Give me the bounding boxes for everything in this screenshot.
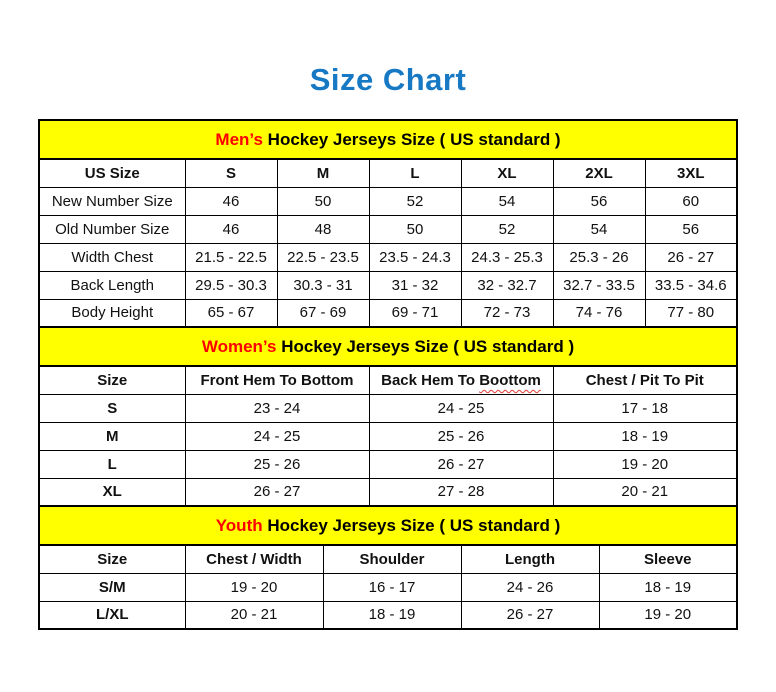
men-column-header: 2XL	[553, 159, 645, 187]
womens-size-table	[38, 365, 738, 507]
size-value: 50	[369, 215, 461, 243]
size-value: 26 - 27	[461, 601, 599, 629]
row-label: S/M	[39, 573, 185, 601]
size-value: 33.5 - 34.6	[645, 271, 737, 299]
size-value: 19 - 20	[553, 450, 737, 478]
size-value: 17 - 18	[553, 394, 737, 422]
size-value: 26 - 27	[645, 243, 737, 271]
mens-size-table	[38, 158, 738, 328]
size-value: 22.5 - 23.5	[277, 243, 369, 271]
row-label: Width Chest	[39, 243, 185, 271]
table-row	[39, 478, 737, 506]
size-value: 24 - 25	[369, 394, 553, 422]
table-row	[39, 573, 737, 601]
size-value: 46	[185, 215, 277, 243]
men-column-header: M	[277, 159, 369, 187]
size-value: 74 - 76	[553, 299, 645, 327]
size-value: 18 - 19	[599, 573, 737, 601]
youth-column-header: Sleeve	[599, 545, 737, 573]
size-value: 19 - 20	[599, 601, 737, 629]
women-column-header: Size	[39, 366, 185, 394]
size-value: 27 - 28	[369, 478, 553, 506]
table-row	[39, 187, 737, 215]
women-column-header: Chest / Pit To Pit	[553, 366, 737, 394]
youth-column-header: Length	[461, 545, 599, 573]
size-value: 52	[369, 187, 461, 215]
men-column-header: US Size	[39, 159, 185, 187]
size-value: 31 - 32	[369, 271, 461, 299]
size-value: 20 - 21	[185, 601, 323, 629]
youth-size-section	[38, 505, 738, 630]
page-title: Size Chart	[309, 62, 467, 97]
row-label: New Number Size	[39, 187, 185, 215]
size-value: 30.3 - 31	[277, 271, 369, 299]
size-value: 25.3 - 26	[553, 243, 645, 271]
women-column-header	[369, 366, 553, 394]
womens-section-header	[38, 326, 738, 367]
size-value: 26 - 27	[369, 450, 553, 478]
size-value: 19 - 20	[185, 573, 323, 601]
men-column-header: S	[185, 159, 277, 187]
size-value: 16 - 17	[323, 573, 461, 601]
size-value: 18 - 19	[323, 601, 461, 629]
size-value: 20 - 21	[553, 478, 737, 506]
youth-column-header: Size	[39, 545, 185, 573]
size-value: 65 - 67	[185, 299, 277, 327]
table-row	[39, 394, 737, 422]
size-value: 23.5 - 24.3	[369, 243, 461, 271]
mens-section-title-rest: Hockey Jerseys Size ( US standard )	[262, 130, 561, 149]
men-column-header: 3XL	[645, 159, 737, 187]
youth-column-header: Chest / Width	[185, 545, 323, 573]
youth-section-title-rest: Hockey Jerseys Size ( US standard )	[262, 516, 561, 535]
mens-section-title-accent: Men’s	[215, 130, 263, 149]
size-value: 24 - 26	[461, 573, 599, 601]
table-row	[39, 450, 737, 478]
size-value: 26 - 27	[185, 478, 369, 506]
size-value: 18 - 19	[553, 422, 737, 450]
men-column-header: XL	[461, 159, 553, 187]
row-label: Back Length	[39, 271, 185, 299]
table-row	[39, 271, 737, 299]
size-value: 48	[277, 215, 369, 243]
womens-section-title-rest: Hockey Jerseys Size ( US standard )	[276, 337, 575, 356]
table-row	[39, 422, 737, 450]
mens-section-header	[38, 119, 738, 160]
youth-section-header	[38, 505, 738, 546]
misspelled-word: Boottom	[479, 371, 541, 389]
size-value: 23 - 24	[185, 394, 369, 422]
size-value: 54	[461, 187, 553, 215]
row-label: S	[39, 394, 185, 422]
size-chart	[38, 119, 738, 630]
size-value: 54	[553, 215, 645, 243]
size-value: 25 - 26	[369, 422, 553, 450]
row-label: L	[39, 450, 185, 478]
column-header-text: Back Hem To	[381, 371, 480, 389]
row-label: L/XL	[39, 601, 185, 629]
youth-size-table	[38, 544, 738, 630]
mens-size-section	[38, 119, 738, 328]
row-label: M	[39, 422, 185, 450]
header-row	[39, 366, 737, 394]
size-value: 29.5 - 30.3	[185, 271, 277, 299]
size-value: 60	[645, 187, 737, 215]
size-value: 24 - 25	[185, 422, 369, 450]
row-label: Body Height	[39, 299, 185, 327]
size-value: 56	[645, 215, 737, 243]
table-row	[39, 601, 737, 629]
size-value: 67 - 69	[277, 299, 369, 327]
size-value: 32 - 32.7	[461, 271, 553, 299]
size-value: 72 - 73	[461, 299, 553, 327]
size-value: 50	[277, 187, 369, 215]
size-value: 24.3 - 25.3	[461, 243, 553, 271]
row-label: XL	[39, 478, 185, 506]
size-value: 56	[553, 187, 645, 215]
size-value: 25 - 26	[185, 450, 369, 478]
table-row	[39, 243, 737, 271]
size-value: 32.7 - 33.5	[553, 271, 645, 299]
size-value: 77 - 80	[645, 299, 737, 327]
header-row	[39, 159, 737, 187]
womens-section-title-accent: Women’s	[201, 337, 277, 356]
table-row	[39, 215, 737, 243]
womens-size-section	[38, 326, 738, 507]
size-value: 21.5 - 22.5	[185, 243, 277, 271]
row-label: Old Number Size	[39, 215, 185, 243]
size-value: 52	[461, 215, 553, 243]
size-value: 69 - 71	[369, 299, 461, 327]
youth-section-title-accent: Youth	[215, 516, 263, 535]
men-column-header: L	[369, 159, 461, 187]
header-row	[39, 545, 737, 573]
youth-column-header: Shoulder	[323, 545, 461, 573]
table-row	[39, 299, 737, 327]
size-value: 46	[185, 187, 277, 215]
women-column-header: Front Hem To Bottom	[185, 366, 369, 394]
